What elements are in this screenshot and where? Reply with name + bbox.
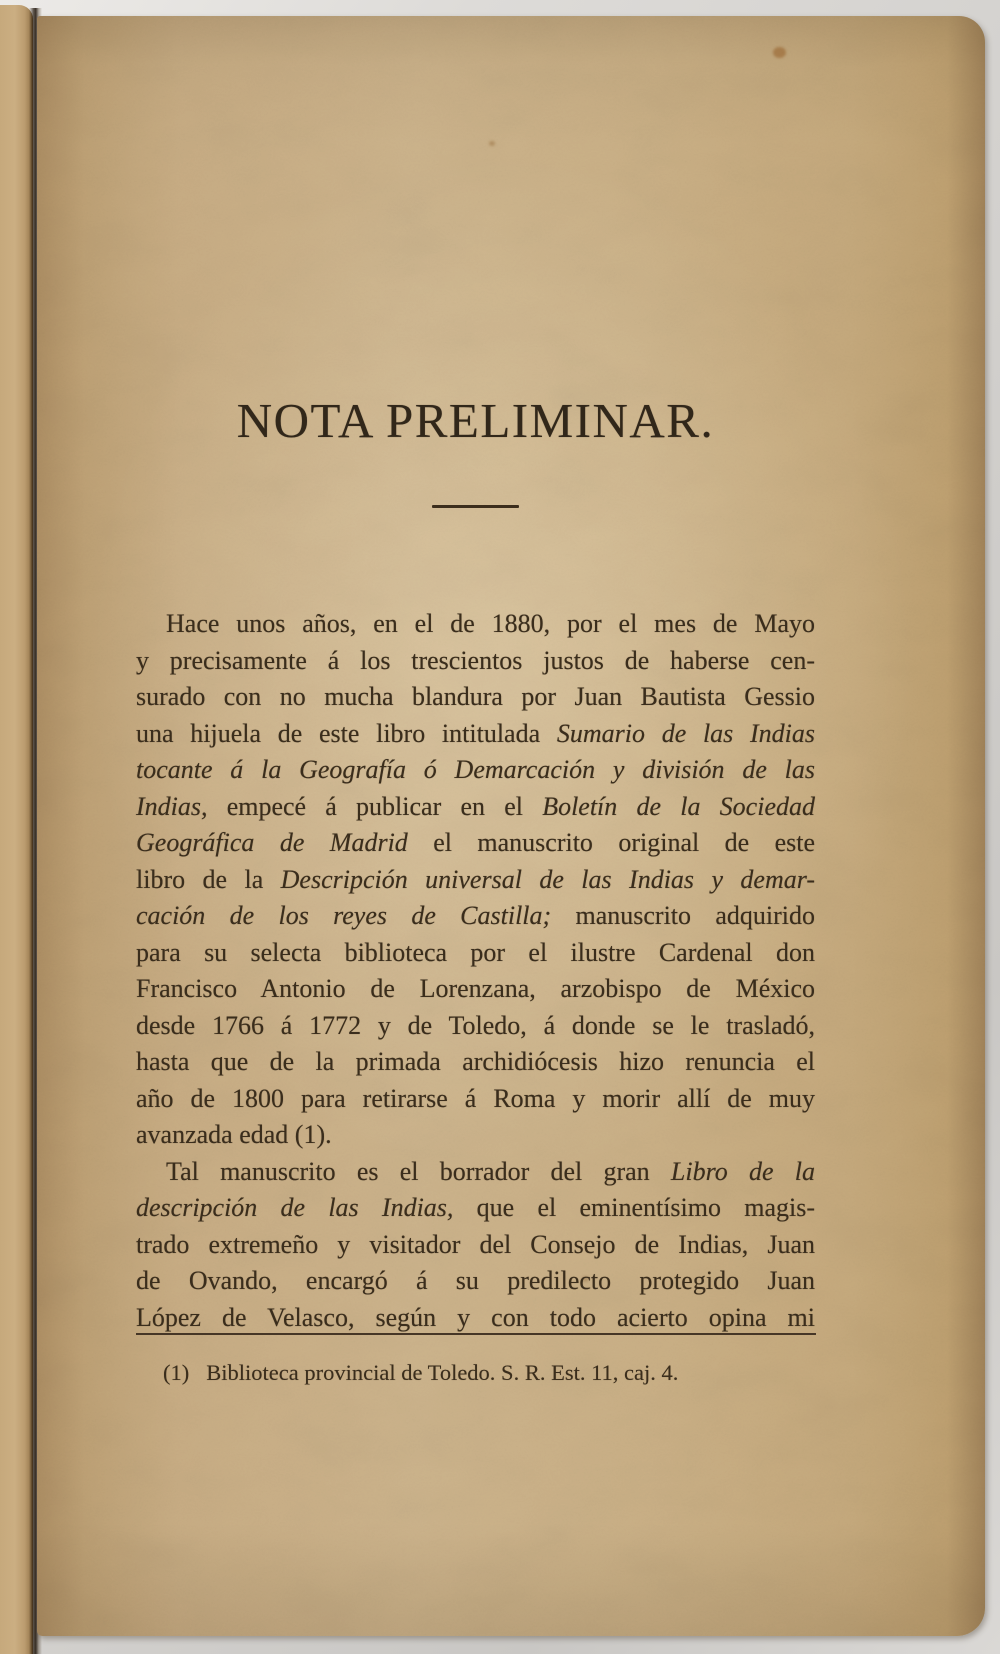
text-line: año de 1800 para retirarse á Roma y morir allí de muy [136,1083,815,1113]
body-text [136,606,815,1336]
text-line: trado extremeño y visitador del Consejo de Indias, Juan [136,1229,815,1259]
text-line: tocante á la Geografía ó Demarcación y división de las [136,755,815,784]
text-line: desde 1766 á 1772 y de Toledo, á donde se le trasladó, [136,1010,815,1040]
title-divider [432,505,519,508]
text-line: y precisamente á los trescientos justos de haberse cen- [136,645,815,675]
text-line: una hijuela de este libro intitulada Sumario de las Indias [136,718,816,748]
footnote-number: (1) [163,1360,190,1385]
text-line: Indias, empecé á publicar en el Boletín de la Sociedad [136,791,815,821]
page-title: NOTA PRELIMINAR. [236,393,715,448]
footnote-text: Biblioteca provincial de Toledo. S. R. Est. 11, caj. 4. [206,1360,679,1385]
book-page [37,16,985,1636]
text-line: Francisco Antonio de Lorenzana, arzobispo de México [136,974,815,1003]
text-line: Tal manuscrito es el borrador del gran Libro de la [166,1156,815,1186]
paragraph [136,1154,815,1337]
paragraph [136,606,815,1154]
text-line: de Ovando, encargó á su predilecto protegido Juan [136,1266,815,1295]
text-line: Hace unos años, en el de 1880, por el mes de Mayo [166,609,815,638]
text-line: hasta que de la primada archidiócesis hizo renuncia el [136,1047,815,1076]
footnote [136,1360,816,1386]
text-line: para su selecta biblioteca por el ilustre Cardenal don [136,937,815,967]
text-line: López de Velasco, según y con todo acierto opina mi [136,1302,815,1332]
text-line: cación de los reyes de Castilla; manuscrito adquirido [136,901,815,930]
footnote-divider [136,1333,816,1335]
text-line: Geográfica de Madrid el manuscrito original de este [136,828,815,857]
foxing-spot [773,47,786,58]
text-line: descripción de las Indias, que el eminentísimo magis- [136,1193,816,1222]
text-line: surado con no mucha blandura por Juan Bautista Gessio [136,682,815,711]
text-line: libro de la Descripción universal de las Indias y demar- [136,864,815,894]
foxing-spot [489,141,495,146]
text-line: avanzada edad (1). [136,1120,332,1149]
